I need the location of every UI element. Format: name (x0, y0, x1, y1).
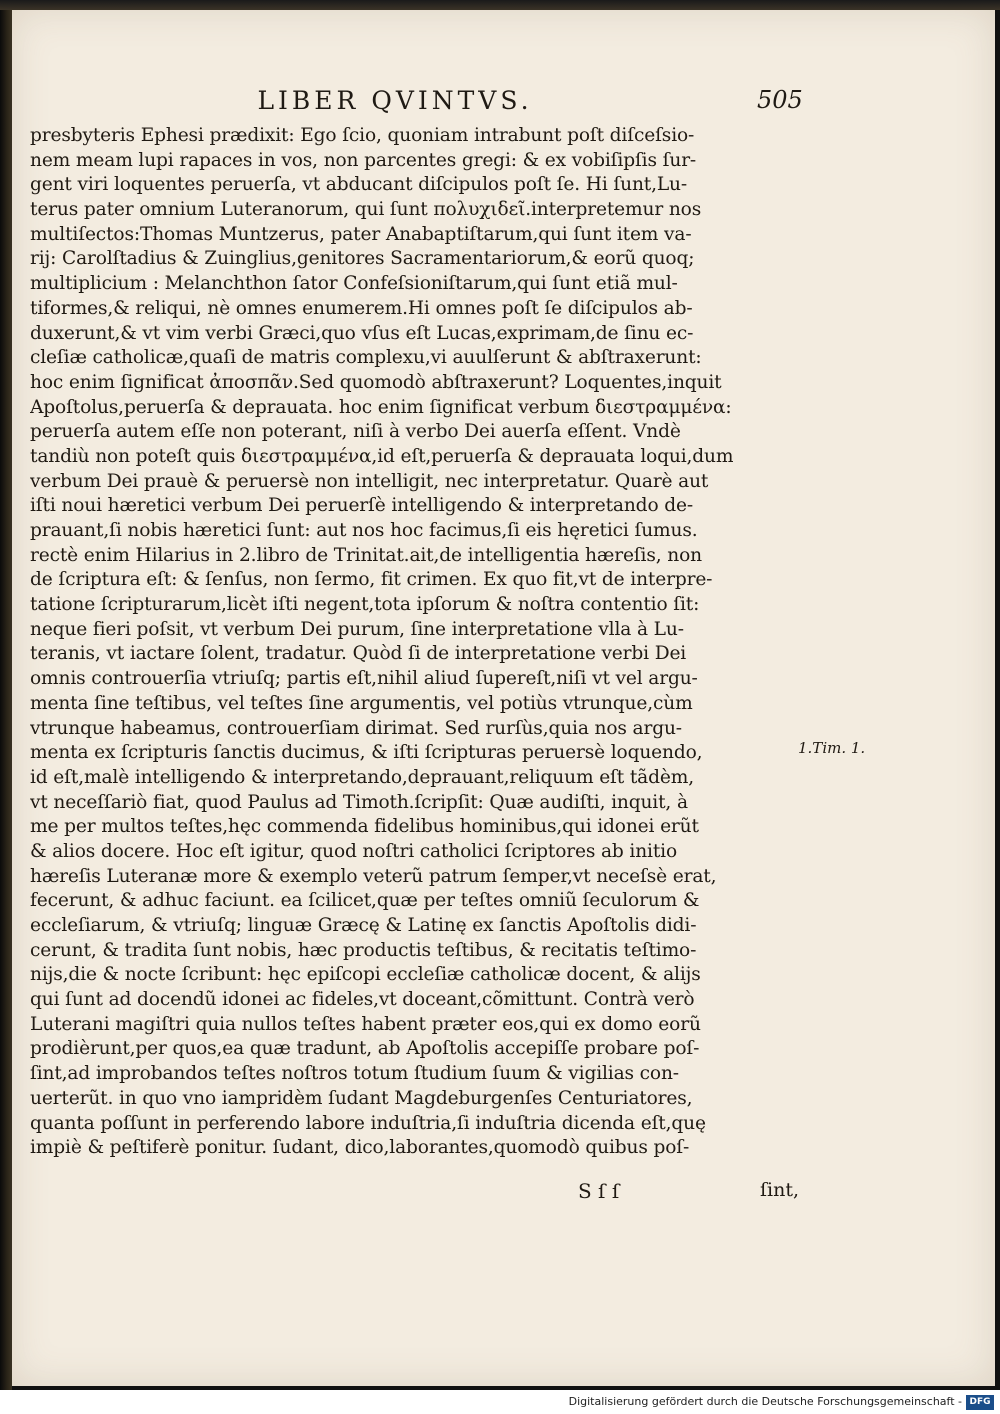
text-line: tandiù non poteſt quis διεστραμμένα,id eſt,peruerſa & deprauata loqui,dum (30, 445, 734, 467)
text-line: menta ex ſcripturis ſanctis ducimus, & iſti ſcripturas peruersè loquendo, (30, 742, 703, 764)
signature-mark: S ſ ſ (578, 1179, 620, 1203)
margin-note: 1.Tim. 1. (798, 739, 866, 757)
scan-top-edge (0, 0, 1000, 10)
text-line: vt neceſſariò fiat, quod Paulus ad Timoth.ſcripſit: Quæ audiſti, inquit, à (30, 791, 688, 813)
text-line: cleſiæ catholicæ,quaſi de matris complexu,vi auulſerunt & abſtraxerunt: (30, 347, 702, 369)
text-line: ſint,ad improbandos teſtes noſtros totum ſtudium ſuum & vigilias con- (30, 1063, 679, 1085)
text-line: hæreſis Luteranæ more & exemplo veterũ patrum ſemper,vt neceſsè erat, (30, 865, 717, 887)
text-line: & alios docere. Hoc eſt igitur, quod noſtri catholici ſcriptores ab initio (30, 840, 678, 862)
text-line: peruerſa autem eſſe non poterant, niſi à verbo Dei auerſa eſſent. Vndè (30, 421, 681, 443)
text-line: gent viri loquentes peruerſa, vt abducant diſcipulos poſt ſe. Hi ſunt,Lu- (30, 174, 688, 196)
running-head: LIBER QVINTVS. (257, 86, 533, 115)
text-line: Apoſtolus,peruerſa & deprauata. hoc enim ſignificat verbum διεστραμμένα: (30, 396, 732, 418)
text-line: vtrunque habeamus, controuerſiam dirimat. Sed rurſùs,quia nos argu- (30, 717, 682, 739)
text-line: qui ſunt ad docendũ idonei ac fideles,vt doceant,cõmittunt. Contrà verò (30, 989, 695, 1011)
text-line: uerterũt. in quo vno iampridèm ſudant Magdeburgenſes Centuriatores, (30, 1087, 693, 1109)
text-line: fecerunt, & adhuc faciunt. ea ſcilicet,quæ per teſtes omniũ ſeculorum & (30, 890, 700, 912)
text-line: me per multos teſtes,hęc commenda fidelibus hominibus,qui idonei erũt (30, 816, 699, 838)
folio-number: 505 (757, 86, 803, 114)
text-line: id eſt,malè intelligendo & interpretando,deprauant,reliquum eſt tãdèm, (30, 766, 694, 788)
text-line: presbyteris Ephesi prædixit: Ego ſcio, quoniam intrabunt poſt diſceſsio- (30, 125, 695, 146)
text-line: hoc enim ſignificat ἀποσπᾶν.Sed quomodò abſtraxerunt? Loquentes,inquit (30, 371, 722, 393)
text-line: omnis controuerſia vtriuſq; partis eſt,nihil aliud ſupereſt,niſi vt vel argu- (30, 668, 698, 690)
text-line: teranis, vt iactare ſolent, tradatur. Quòd ſi de interpretatione verbi Dei (30, 643, 687, 665)
text-line: quanta poſſunt in perferendo labore induſtria,ſi induſtria dicenda eſt,quę (30, 1112, 706, 1134)
text-line: multiſectos:Thomas Muntzerus, pater Anabaptiſtarum,qui ſunt item va- (30, 223, 692, 245)
body-text (30, 124, 790, 1186)
text-line: iſti noui hæretici verbum Dei peruerſè intelligendo & interpretando de- (30, 495, 693, 517)
funding-credit: Digitalisierung gefördert durch die Deutsche Forschungsgemeinschaft - (568, 1395, 962, 1408)
text-line: prauant,ſi nobis hæretici ſunt: aut nos hoc facimus,ſi eis hęretici ſumus. (30, 520, 698, 541)
text-line: neque fieri poſsit, vt verbum Dei purum, ſine interpretatione vlla à Lu- (30, 618, 684, 640)
page-header (0, 86, 1000, 126)
text-line: prodièrunt,per quos,ea quæ tradunt, ab Apoſtolis accepiſſe probare poſ- (30, 1038, 700, 1060)
text-line: verbum Dei prauè & peruersè non intelligit, nec interpretatur. Quarè aut (30, 470, 709, 492)
page-bottom-line (30, 1179, 800, 1205)
text-line: nem meam lupi rapaces in vos, non parcentes gregi: & ex vobiſipſis ſur- (30, 149, 697, 171)
text-line: impiè & peſtiferè ponitur. ſudant, dico,laborantes,quomodò quibus poſ- (30, 1137, 690, 1159)
text-line: rectè enim Hilarius in 2.libro de Trinitat.ait,de intelligentia hæreſis, non (30, 544, 702, 566)
text-line: cerunt, & tradita ſunt nobis, hæc productis teſtibus, & recitatis teſtimo- (30, 939, 697, 961)
text-line: rij: Carolſtadius & Zuinglius,genitores Sacramentariorum,& eorũ quoq; (30, 248, 695, 270)
binding-edge (0, 0, 12, 1390)
text-line: eccleſiarum, & vtriuſq; linguæ Græcę & Latinę ex ſanctis Apoſtolis didi- (30, 915, 697, 936)
text-line: menta ſine teſtibus, vel teſtes ſine argumentis, vel potiùs vtrunque,cùm (30, 692, 693, 714)
text-line: nijs,die & nocte ſcribunt: hęc epiſcopi eccleſiæ catholicæ docent, & alijs (30, 964, 701, 986)
text-line: Luterani magiſtri quia nullos teſtes habent præter eos,qui ex domo eorũ (30, 1013, 701, 1035)
text-line: multiplicium : Melanchthon ſator Confeſsioniſtarum,qui ſunt etiã mul- (30, 273, 678, 295)
digitization-footer (0, 1392, 1000, 1414)
text-line: de ſcriptura eſt: & ſenſus, non ſermo, fit crimen. Ex quo fit,vt de interpre- (30, 569, 713, 591)
dfg-logo-icon: DFG (966, 1395, 994, 1410)
catchword: ſint, (760, 1179, 800, 1201)
text-line: terus pater omnium Luteranorum, qui ſunt πολυχιδεῖ.interpretemur nos (30, 199, 702, 221)
text-line: tatione ſcripturarum,licèt iſti negent,tota ipſorum & noſtra contentio ſit: (30, 594, 700, 616)
text-line: tiformes,& reliqui, nè omnes enumerem.Hi omnes poſt ſe diſcipulos ab- (30, 297, 693, 319)
text-line: duxerunt,& vt vim verbi Græci,quo vſus eſt Lucas,exprimam,de ſinu ec- (30, 322, 694, 344)
